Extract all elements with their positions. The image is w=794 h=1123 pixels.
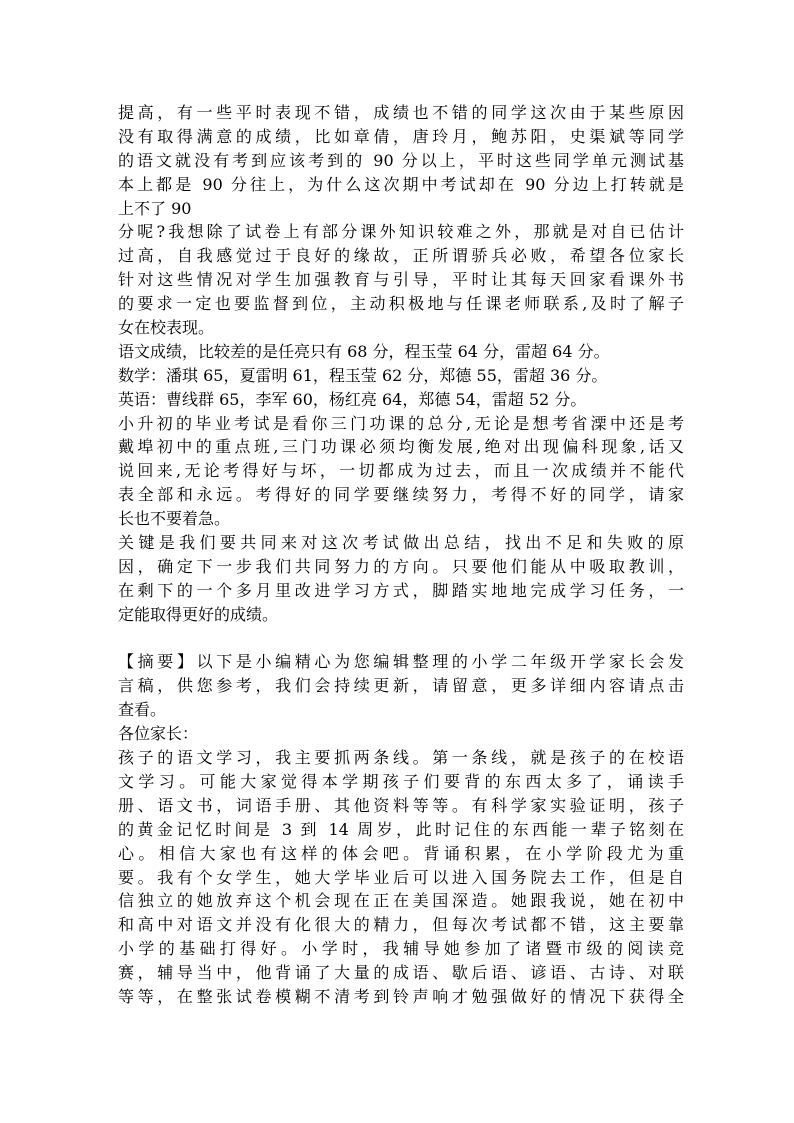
text-line: 本上都是 90 分往上，为什么这次期中考试却在 90 分边上打转就是 <box>118 174 684 194</box>
text-line: 上不了 90 <box>118 198 192 218</box>
text-line: 关键是我们要共同来对这次考试做出总结，找出不足和失败的原 <box>118 533 684 553</box>
text-line: 在剩下的一个多月里改进学习方式，脚踏实地地完成学习任务，一 <box>118 580 684 600</box>
text-line: 赛，辅导当中，他背诵了大量的成语、歇后语、谚语、古诗、对联 <box>118 963 684 983</box>
text-line: 针对这些情况对学生加强教育与引导，平时让其每天回家看课外书 <box>118 270 684 290</box>
text-line: 各位家长： <box>118 724 199 744</box>
text-line: 的要求一定也要监督到位，主动积极地与任课老师联系,及时了解子 <box>118 294 684 314</box>
text-line: 查看。 <box>118 700 167 720</box>
text-line: 言稿，供您参考，我们会持续更新，请留意，更多详细内容请点击 <box>118 676 684 696</box>
text-line: 等等，在整张试卷模糊不清考到铃声响才勉强做好的情况下获得全 <box>118 986 684 1006</box>
text-line: 心。相信大家也有这样的体会吧。背诵积累，在小学阶段尤为重 <box>118 843 684 863</box>
text-line: 英语：曹线群 65，李军 60，杨红亮 64，郑德 54，雷超 52 分。 <box>118 389 587 409</box>
text-line: 表全部和永远。考得好的同学要继续努力，考得不好的同学，请家 <box>118 485 684 505</box>
text-line: 女在校表现。 <box>118 318 215 338</box>
text-line: 小升初的毕业考试是看你三门功课的总分,无论是想考省溧中还是考 <box>118 413 684 433</box>
text-line: 数学：潘琪 65，夏雷明 61，程玉莹 62 分，郑德 55，雷超 36 分。 <box>118 365 608 385</box>
text-line: 长也不要着急。 <box>118 509 231 529</box>
text-line: 语文成绩，比较差的是任亮只有 68 分，程玉莹 64 分，雷超 64 分。 <box>118 341 610 361</box>
text-line: 过高，自我感觉过于良好的缘故，正所谓骄兵必败，希望各位家长 <box>118 246 684 266</box>
document-page <box>118 101 684 1009</box>
text-line: 分呢?我想除了试卷上有部分课外知识较难之外，那就是对自已估计 <box>118 222 684 242</box>
text-line: 【摘要】以下是小编精心为您编辑整理的小学二年级开学家长会发 <box>118 652 684 672</box>
text-line: 要。我有个女学生，她大学毕业后可以进入国务院去工作，但是自 <box>118 867 684 887</box>
text-line: 孩子的语文学习，我主要抓两条线。第一条线，就是孩子的在校语 <box>118 748 684 768</box>
text-line: 说回来,无论考得好与坏，一切都成为过去，而且一次成绩并不能代 <box>118 461 684 481</box>
blank-line <box>118 627 684 651</box>
text-line: 提高，有一些平时表现不错，成绩也不错的同学这次由于某些原因 <box>118 103 684 122</box>
text-line: 册、语文书，词语手册、其他资料等等。有科学家实验证明，孩子 <box>118 795 684 815</box>
text-line: 定能取得更好的成绩。 <box>118 604 279 624</box>
text-line: 文学习。可能大家觉得本学期孩子们要背的东西太多了，诵读手 <box>118 771 684 791</box>
text-line: 因，确定下一步我们共同努力的方向。只要他们能从中吸取教训， <box>118 556 684 576</box>
text-line: 的黄金记忆时间是 3 到 14 周岁，此时记住的东西能一辈子铭刻在 <box>118 819 684 839</box>
text-line: 和高中对语文并没有化很大的精力，但每次考试都不错，这主要靠 <box>118 915 684 935</box>
text-line: 信独立的她放弃这个机会现在正在美国深造。她跟我说，她在初中 <box>118 891 684 911</box>
text-line: 的语文就没有考到应该考到的 90 分以上，平时这些同学单元测试基 <box>118 150 684 170</box>
text-line: 戴埠初中的重点班,三门功课必须均衡发展,绝对出现偏科现象,话又 <box>118 437 684 457</box>
text-line: 小学的基础打得好。小学时，我辅导她参加了诸暨市级的阅读竞 <box>118 939 684 959</box>
text-line: 没有取得满意的成绩，比如章倩，唐玲月，鲍苏阳，史渠斌等同学 <box>118 126 684 146</box>
